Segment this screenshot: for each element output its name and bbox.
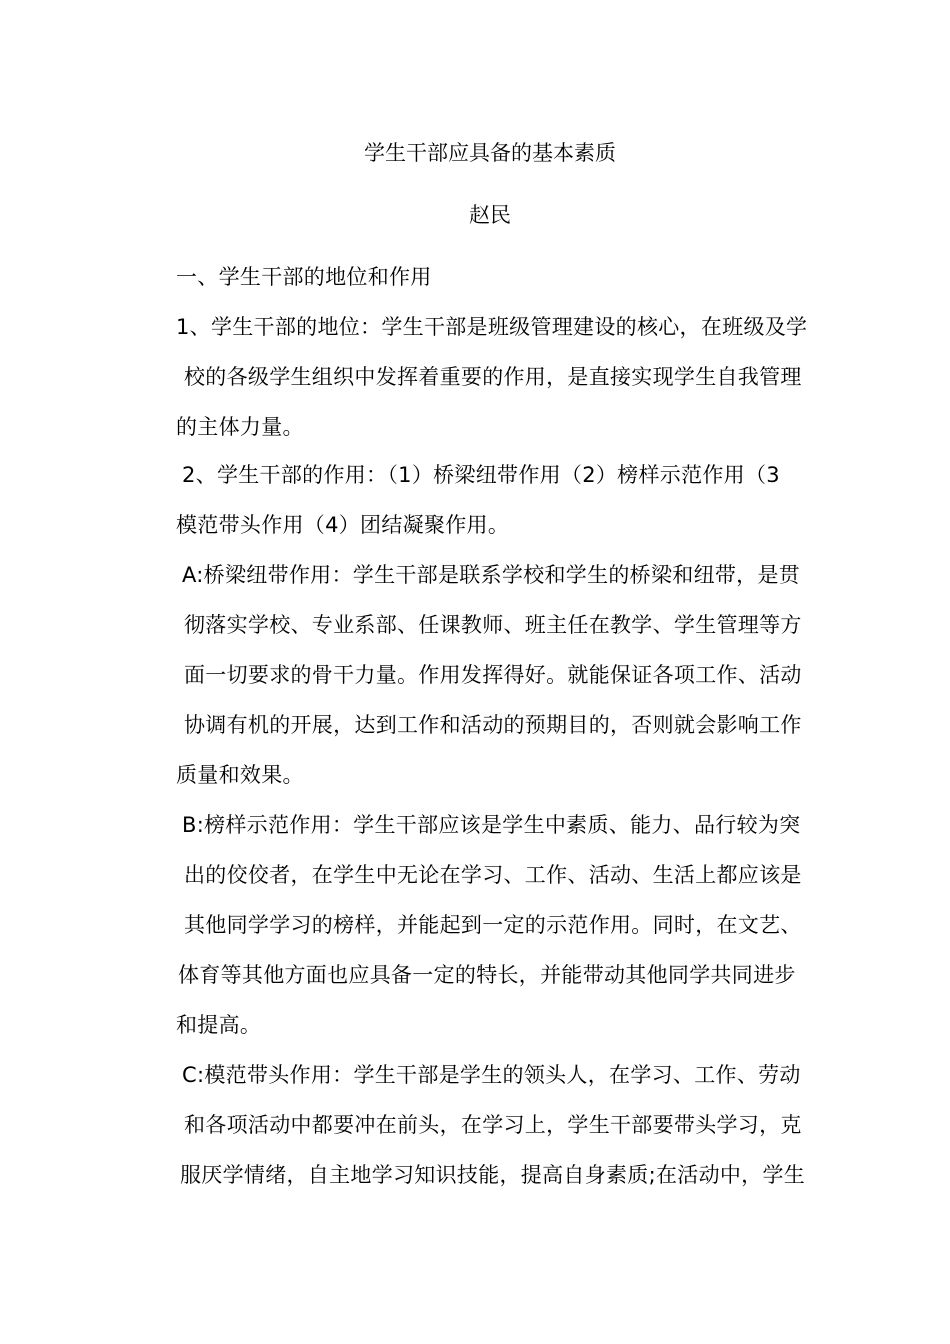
paragraph-line: 其他同学学习的榜样，并能起到一定的示范作用。同时，在文艺、: [184, 913, 802, 937]
paragraph-line: 校的各级学生组织中发挥着重要的作用，是直接实现学生自我管理: [184, 365, 802, 389]
paragraph-line: 彻落实学校、专业系部、任课教师、班主任在教学、学生管理等方: [184, 613, 802, 637]
paragraph-line: A:桥梁纽带作用：学生干部是联系学校和学生的桥梁和纽带，是贯: [182, 563, 801, 587]
paragraph-line: 1、学生干部的地位：学生干部是班级管理建设的核心，在班级及学: [176, 315, 808, 339]
paragraph-line: 和各项活动中都要冲在前头，在学习上，学生干部要带头学习，克: [184, 1113, 802, 1137]
paragraph-line: 质量和效果。: [176, 763, 304, 787]
document-author: 赵民: [469, 203, 511, 227]
paragraph-line: 服厌学情绪，自主地学习知识技能，提高自身素质;在活动中，学生: [180, 1163, 806, 1187]
paragraph-line: C:模范带头作用：学生干部是学生的领头人，在学习、工作、劳动: [182, 1063, 801, 1087]
paragraph-line: 模范带头作用（4）团结凝聚作用。: [176, 513, 510, 537]
paragraph-line: 和提高。: [176, 1013, 262, 1037]
paragraph-line: B:榜样示范作用：学生干部应该是学生中素质、能力、品行较为突: [182, 813, 801, 837]
paragraph-line: 体育等其他方面也应具备一定的特长，并能带动其他同学共同进步: [178, 963, 796, 987]
paragraph-line: 的主体力量。: [176, 415, 304, 439]
paragraph-line: 协调有机的开展，达到工作和活动的预期目的，否则就会影响工作: [184, 713, 802, 737]
paragraph-line: 2、学生干部的作用：（1）桥梁纽带作用（2）榜样示范作用（3: [182, 463, 780, 487]
paragraph-line: 面一切要求的骨干力量。作用发挥得好。就能保证各项工作、活动: [184, 663, 802, 687]
paragraph-line: 出的佼佼者，在学生中无论在学习、工作、活动、生活上都应该是: [184, 863, 802, 887]
section-heading: 一、学生干部的地位和作用: [176, 265, 432, 289]
document-title: 学生干部应具备的基本素质: [364, 141, 616, 165]
